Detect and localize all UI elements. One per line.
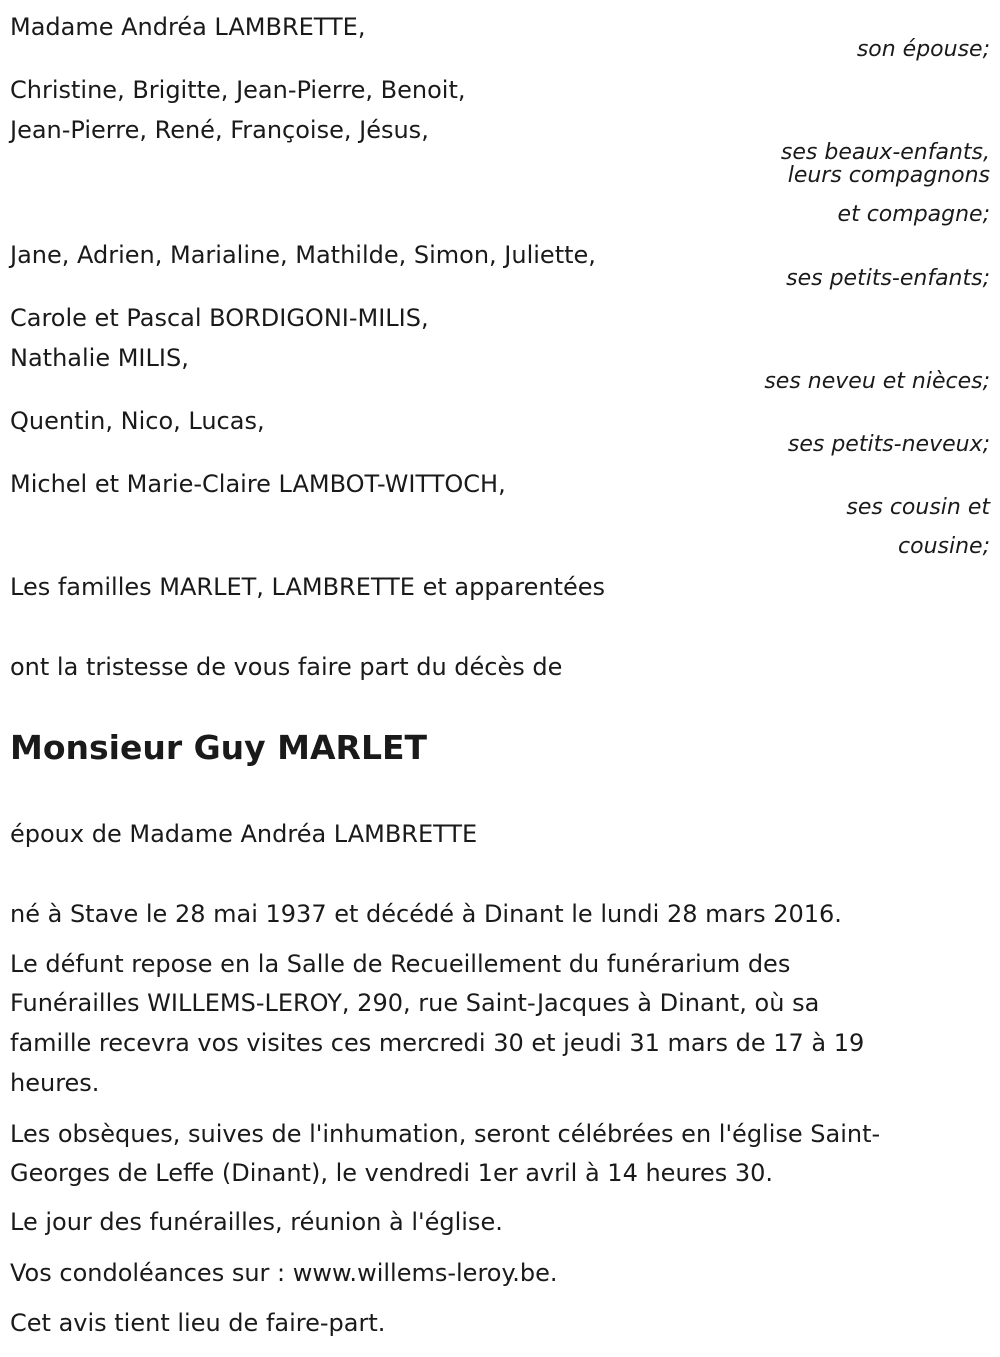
family-0-name: Madame Andréa LAMBRETTE,: [10, 13, 366, 41]
repose-text: Le défunt repose en la Salle de Recueillement du funérarium des: [10, 950, 791, 978]
family-4-relation: ses petits-neveux;: [787, 432, 990, 457]
funeral-text: Georges de Leffe (Dinant), le vendredi 1er avril à 14 heures 30.: [10, 1159, 774, 1187]
family-1-relation: leurs compagnons: [787, 163, 990, 188]
funeral-text: Les obsèques, suives de l'inhumation, seront célébrées en l'église Saint-: [10, 1120, 881, 1148]
repose-text: heures.: [10, 1069, 100, 1097]
family-5-relation: ses cousin et: [846, 495, 990, 520]
family-1-name: Jean-Pierre, René, Françoise, Jésus,: [10, 116, 429, 144]
family-2-name: Jane, Adrien, Marialine, Mathilde, Simon, Juliette,: [10, 241, 596, 269]
families-line: Les familles MARLET, LAMBRETTE et apparentées: [10, 573, 606, 601]
family-5-relation: cousine;: [898, 534, 990, 559]
family-3-name: Carole et Pascal BORDIGONI-MILIS,: [10, 304, 429, 332]
repose-text: Funérailles WILLEMS-LEROY, 290, rue Saint-Jacques à Dinant, où sa: [10, 989, 820, 1017]
family-1-relation: ses beaux-enfants,: [780, 140, 990, 165]
meeting-text: Le jour des funérailles, réunion à l'église.: [10, 1208, 503, 1236]
family-5-name: Michel et Marie-Claire LAMBOT-WITTOCH,: [10, 470, 506, 498]
family-2-relation: ses petits-enfants;: [786, 266, 990, 291]
family-0-relation: son épouse;: [856, 37, 990, 62]
birth-death: né à Stave le 28 mai 1937 et décédé à Dinant le lundi 28 mars 2016.: [10, 900, 842, 928]
spouse-line: époux de Madame Andréa LAMBRETTE: [10, 820, 478, 848]
condolences-text: Vos condoléances sur : www.willems-leroy.be.: [10, 1259, 558, 1287]
deceased-name: Monsieur Guy MARLET: [10, 728, 428, 767]
family-3-relation: ses neveu et nièces;: [764, 369, 990, 394]
family-3-name: Nathalie MILIS,: [10, 344, 189, 372]
family-4-name: Quentin, Nico, Lucas,: [10, 407, 265, 435]
family-1-name: Christine, Brigitte, Jean-Pierre, Benoit,: [10, 76, 466, 104]
announcement: ont la tristesse de vous faire part du décès de: [10, 653, 563, 681]
notice-text: Cet avis tient lieu de faire-part.: [10, 1309, 386, 1337]
repose-text: famille recevra vos visites ces mercredi 30 et jeudi 31 mars de 17 à 19: [10, 1029, 865, 1057]
family-1-relation: et compagne;: [837, 202, 990, 227]
